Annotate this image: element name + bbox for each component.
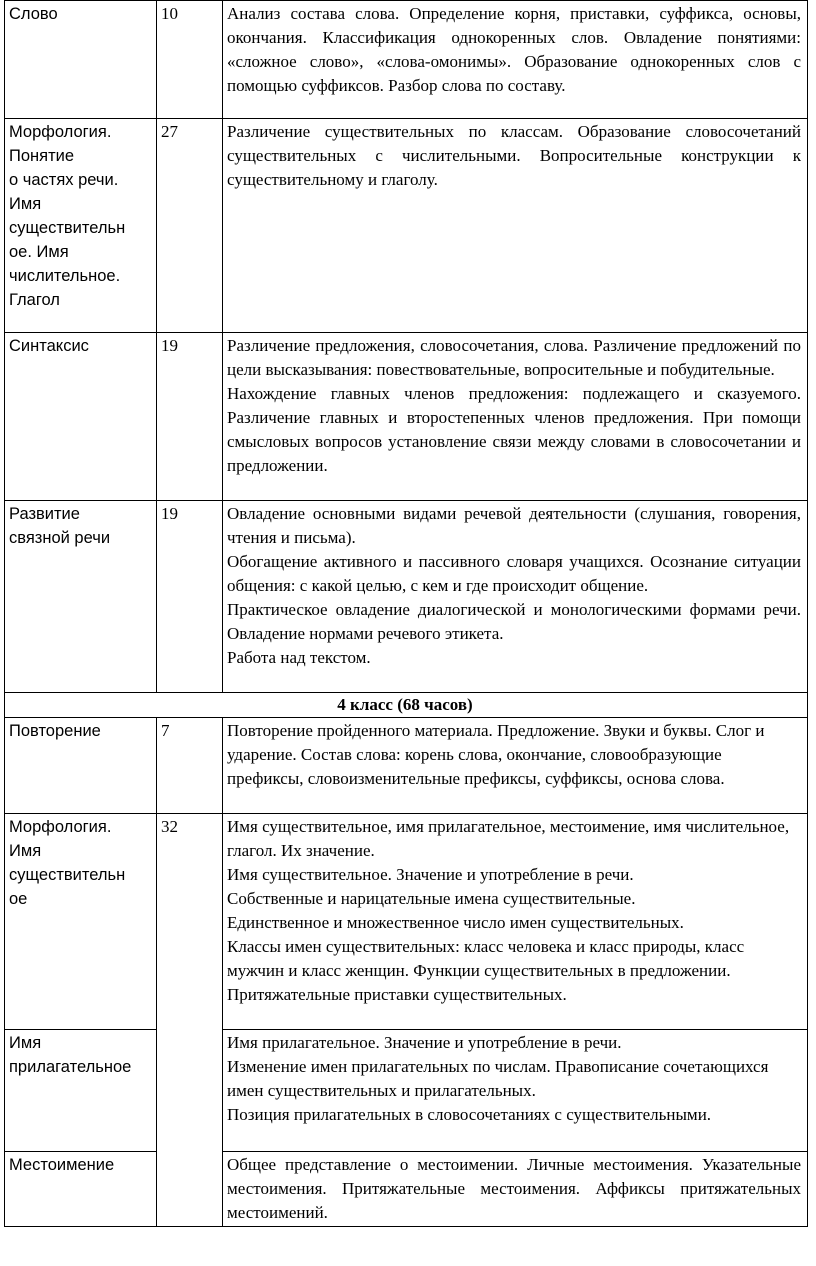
topic-line: связной речи: [9, 529, 111, 547]
description-paragraph: Общее представление о местоимении. Личные местоимения. Указательные местоимения. Притяжательные местоимения. Аффиксы притяжательных местоимений.: [227, 1155, 801, 1222]
topic-line: Повторение: [9, 722, 101, 740]
description-cell: [223, 1, 808, 119]
topic-line: Развитие: [9, 505, 80, 523]
description-cell: [223, 501, 808, 693]
topic-line: Морфология.: [9, 123, 112, 141]
hours-cell: 27: [157, 119, 223, 333]
topic-line: о частях речи.: [9, 171, 119, 189]
description-paragraph: Овладение основными видами речевой деятельности (слушания, говорения, чтения и письма).: [227, 504, 801, 547]
topic-line: Местоимение: [9, 1156, 115, 1174]
topic-line: Имя: [9, 195, 42, 213]
description-paragraph: Единственное и множественное число имен существительных.: [227, 913, 684, 932]
topic-cell: [5, 1, 157, 119]
topic-line: Слово: [9, 5, 58, 23]
hours-cell: 19: [157, 333, 223, 501]
hours-cell: 7: [157, 718, 223, 814]
grade-header-row: [5, 693, 808, 718]
table-row: [5, 1152, 808, 1227]
table-row: [5, 1030, 808, 1152]
topic-line: существительн: [9, 219, 126, 237]
topic-cell: [5, 333, 157, 501]
topic-line: Морфология.: [9, 818, 112, 836]
hours-cell: 19: [157, 501, 223, 693]
description-cell: [223, 814, 808, 1030]
description-paragraph: Имя существительное. Значение и употребление в речи.: [227, 865, 634, 884]
description-cell: [223, 333, 808, 501]
table-row: [5, 718, 808, 814]
table-row: [5, 814, 808, 1030]
description-paragraph: Различение предложения, словосочетания, слова. Различение предложений по цели высказывания: повествовательные, вопросительные и побудительные.: [227, 336, 801, 379]
description-paragraph: Собственные и нарицательные имена существительные.: [227, 889, 636, 908]
description-cell: [223, 718, 808, 814]
hours-cell: 32: [157, 814, 223, 1227]
description-paragraph: Повторение пройденного материала. Предложение. Звуки и буквы. Слог и ударение. Состав слова: корень слова, окончание, словообразующие префиксы, словоизменительные префиксы, суффиксы, основа слова.: [227, 721, 765, 788]
table-row: [5, 501, 808, 693]
topic-cell: [5, 119, 157, 333]
topic-line: ое. Имя: [9, 243, 69, 261]
topic-line: числительное.: [9, 267, 121, 285]
description-paragraph: Работа над текстом.: [227, 648, 371, 667]
description-cell: [223, 1152, 808, 1227]
topic-cell: [5, 1030, 157, 1152]
curriculum-table: [4, 0, 808, 1227]
table-row: [5, 119, 808, 333]
description-paragraph: Имя прилагательное. Значение и употребление в речи.: [227, 1033, 622, 1052]
description-paragraph: Нахождение главных членов предложения: подлежащего и сказуемого. Различение главных и второстепенных членов предложения. При помощи смысловых вопросов установление связи между словами в словосочетании и предложении.: [227, 384, 801, 475]
hours-cell: 10: [157, 1, 223, 119]
topic-line: прилагательное: [9, 1058, 132, 1076]
description-paragraph: Обогащение активного и пассивного словаря учащихся. Осознание ситуации общения: с какой целью, с кем и где происходит общение.: [227, 552, 801, 595]
description-paragraph: Изменение имен прилагательных по числам. Правописание сочетающихся имен существительных и прилагательных.: [227, 1057, 769, 1100]
topic-cell: [5, 1152, 157, 1227]
topic-cell: [5, 814, 157, 1030]
topic-cell: [5, 718, 157, 814]
description-paragraph: Анализ состава слова. Определение корня, приставки, суффикса, основы, окончания. Классификация однокоренных слов. Овладение понятиями: «сложное слово», «слова-омонимы». Образование однокоренных слов с помощью суффиксов. Разбор слова по составу.: [227, 4, 801, 95]
description-paragraph: Практическое овладение диалогической и монологическими формами речи. Овладение нормами речевого этикета.: [227, 600, 801, 643]
topic-line: Синтаксис: [9, 337, 89, 355]
topic-cell: [5, 501, 157, 693]
topic-line: Имя: [9, 1034, 42, 1052]
description-paragraph: Позиция прилагательных в словосочетаниях с существительными.: [227, 1105, 712, 1124]
description-paragraph: Имя существительное, имя прилагательное, местоимение, имя числительное, глагол. Их значение.: [227, 817, 790, 860]
description-cell: [223, 1030, 808, 1152]
description-paragraph: Различение существительных по классам. Образование словосочетаний существительных с числительными. Вопросительные конструкции к существительному и глаголу.: [227, 122, 801, 189]
description-paragraph: Классы имен существительных: класс человека и класс природы, класс мужчин и класс женщин. Функции существительных в предложении. Притяжательные приставки существительных.: [227, 937, 745, 1004]
topic-line: ое: [9, 890, 28, 908]
topic-line: Понятие: [9, 147, 75, 165]
table-row: [5, 333, 808, 501]
grade-header: 4 класс (68 часов): [5, 693, 808, 718]
table-row: [5, 1, 808, 119]
topic-line: Глагол: [9, 291, 60, 309]
description-cell: [223, 119, 808, 333]
topic-line: Имя: [9, 842, 42, 860]
topic-line: существительн: [9, 866, 126, 884]
